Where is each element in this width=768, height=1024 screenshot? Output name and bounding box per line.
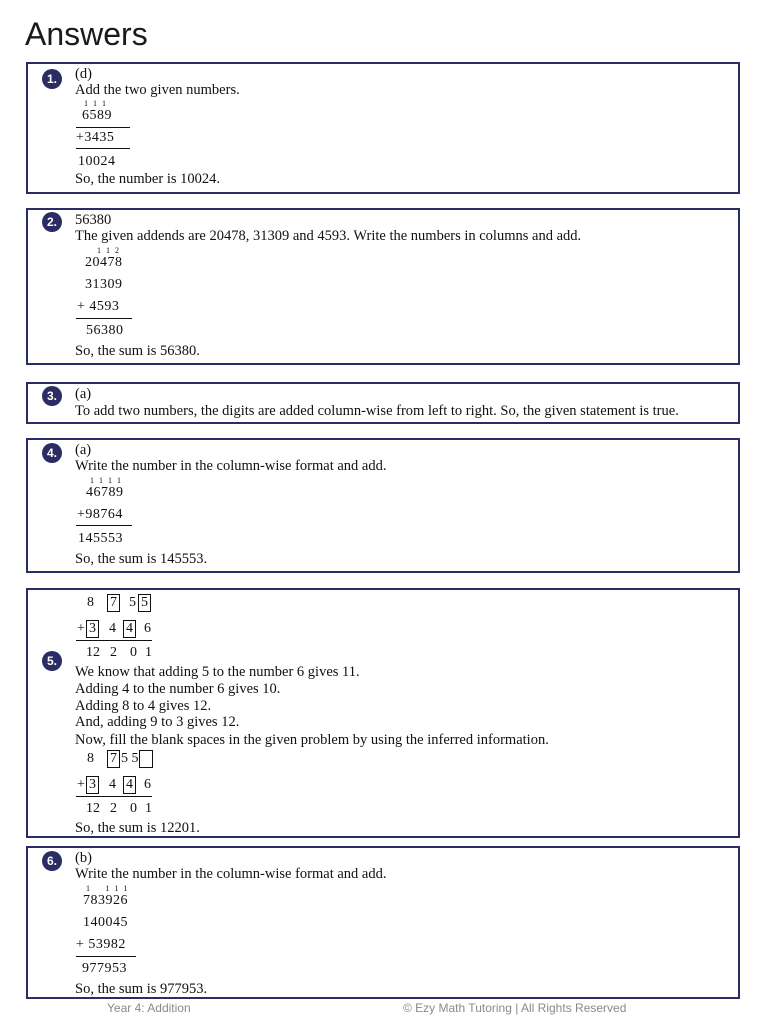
filled-box: 3 bbox=[86, 620, 99, 638]
result-digit: 2 bbox=[110, 801, 117, 816]
carry-digits: 1 1 2 bbox=[97, 246, 121, 255]
plus-sign: + bbox=[77, 621, 85, 636]
carry-digits: 1 1 1 1 bbox=[90, 476, 123, 485]
explanation-line: Adding 4 to the number 6 gives 10. bbox=[75, 681, 281, 697]
result-digit: 1 bbox=[145, 801, 152, 816]
question-number-badge: 4. bbox=[42, 443, 62, 463]
addend-1: 20478 bbox=[85, 255, 123, 270]
question-number-badge: 2. bbox=[42, 212, 62, 232]
addend-2: +3435 bbox=[76, 130, 115, 145]
digit: 5 bbox=[129, 595, 136, 610]
answer-value: 56380 bbox=[75, 212, 112, 228]
conclusion-text: So, the sum is 12201. bbox=[75, 820, 200, 836]
sum-value: 145553 bbox=[78, 531, 123, 546]
digit: 4 bbox=[109, 777, 116, 792]
divider-line bbox=[76, 127, 130, 128]
digit: 4 bbox=[109, 621, 116, 636]
filled-box: 4 bbox=[123, 620, 136, 638]
footer-left: Year 4: Addition bbox=[107, 1001, 191, 1015]
answer-box-4 bbox=[26, 438, 740, 573]
answer-box-5 bbox=[26, 588, 740, 838]
question-number-badge: 6. bbox=[42, 851, 62, 871]
conclusion-text: So, the sum is 145553. bbox=[75, 551, 208, 567]
explanation-line: Adding 8 to 4 gives 12. bbox=[75, 698, 212, 714]
question-number-badge: 3. bbox=[42, 386, 62, 406]
explanation-line: Now, fill the blank spaces in the given problem by using the inferred information. bbox=[75, 732, 549, 748]
addend-1: 46789 bbox=[86, 485, 124, 500]
explanation-line: And, adding 9 to 3 gives 12. bbox=[75, 714, 240, 730]
result-digit: 0 bbox=[130, 645, 137, 660]
addend-2: 140045 bbox=[83, 915, 128, 930]
page-title: Answers bbox=[25, 16, 148, 52]
conclusion-text: So, the sum is 977953. bbox=[75, 981, 208, 997]
answer-box-3 bbox=[26, 382, 740, 424]
explanation-text: To add two numbers, the digits are added column-wise from left to right. So, the given statement is true. bbox=[75, 403, 679, 419]
digit: 6 bbox=[144, 621, 151, 636]
explanation-text: Write the number in the column-wise format and add. bbox=[75, 866, 387, 882]
addend-3: + 53982 bbox=[76, 937, 126, 952]
explanation-text: Add the two given numbers. bbox=[75, 82, 240, 98]
addend-3: + 4593 bbox=[77, 299, 120, 314]
digit: 8 bbox=[87, 595, 94, 610]
answer-option: (a) bbox=[75, 442, 92, 458]
filled-box: 7 bbox=[107, 594, 120, 612]
result-digit: 12 bbox=[86, 801, 100, 816]
result-digit: 1 bbox=[145, 645, 152, 660]
divider-line bbox=[76, 796, 152, 797]
addend-1: 783926 bbox=[83, 893, 128, 908]
question-number-badge: 1. bbox=[42, 69, 62, 89]
result-digit: 2 bbox=[110, 645, 117, 660]
answer-option: (a) bbox=[75, 386, 92, 402]
answer-option: (d) bbox=[75, 66, 92, 82]
digit: 5 5 bbox=[121, 751, 139, 766]
addend-2: 31309 bbox=[85, 277, 123, 292]
divider-line bbox=[76, 148, 130, 149]
divider-line bbox=[76, 318, 132, 319]
carry-digits: 1 1 1 1 bbox=[86, 884, 129, 893]
filled-box: 5 bbox=[138, 594, 151, 612]
filled-box: 3 bbox=[86, 776, 99, 794]
explanation-line: We know that adding 5 to the number 6 gives 11. bbox=[75, 664, 360, 680]
digit: 6 bbox=[144, 777, 151, 792]
divider-line bbox=[76, 525, 132, 526]
answer-box-2 bbox=[26, 208, 740, 365]
addend-1: 6589 bbox=[82, 108, 112, 123]
conclusion-text: So, the number is 10024. bbox=[75, 171, 220, 187]
filled-box: 7 bbox=[107, 750, 120, 768]
question-number-badge: 5. bbox=[42, 651, 62, 671]
addend-2: +98764 bbox=[77, 507, 123, 522]
explanation-text: Write the number in the column-wise format and add. bbox=[75, 458, 387, 474]
answer-box-6 bbox=[26, 846, 740, 999]
digit: 8 bbox=[87, 751, 94, 766]
divider-line bbox=[76, 956, 136, 957]
filled-box: 4 bbox=[123, 776, 136, 794]
explanation-text: The given addends are 20478, 31309 and 4593. Write the numbers in columns and add. bbox=[75, 228, 582, 244]
conclusion-text: So, the sum is 56380. bbox=[75, 343, 200, 359]
answer-box-1 bbox=[26, 62, 740, 194]
plus-sign: + bbox=[77, 777, 85, 792]
answer-option: (b) bbox=[75, 850, 92, 866]
sum-value: 56380 bbox=[86, 323, 124, 338]
carry-digits: 1 1 1 bbox=[84, 99, 108, 108]
divider-line bbox=[76, 640, 152, 641]
empty-box bbox=[139, 750, 153, 768]
result-digit: 12 bbox=[86, 645, 100, 660]
sum-value: 977953 bbox=[82, 961, 127, 976]
sum-value: 10024 bbox=[78, 154, 116, 169]
footer-right: © Ezy Math Tutoring | All Rights Reserved bbox=[403, 1001, 627, 1015]
result-digit: 0 bbox=[130, 801, 137, 816]
